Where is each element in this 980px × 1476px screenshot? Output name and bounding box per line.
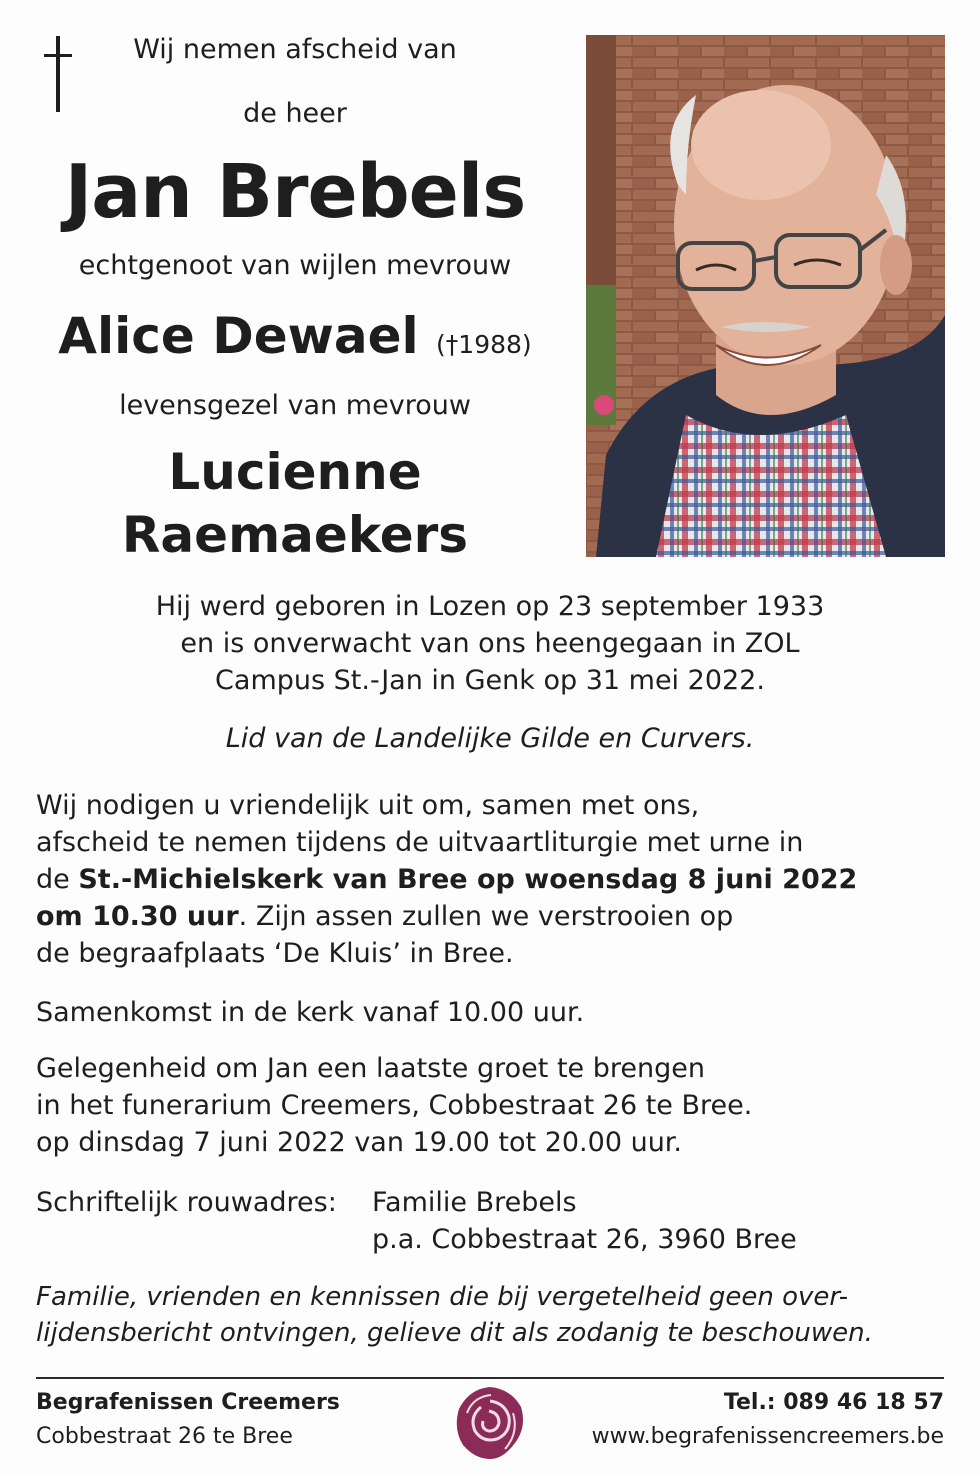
gathering-line: Samenkomst in de kerk vanaf 10.00 uur.	[36, 997, 585, 1028]
partner-name-first: Lucienne	[168, 443, 422, 501]
church-date: St.-Michielskerk van Bree op woensdag 8 juni 2022	[78, 864, 858, 895]
phone-number: Tel.: 089 46 18 57	[723, 1390, 944, 1415]
website-link[interactable]: www.begrafenissencreemers.be	[591, 1424, 944, 1449]
rose-logo-icon	[453, 1383, 527, 1461]
address-label: Schriftelijk rouwadres:	[36, 1187, 337, 1218]
invitation-line-3	[36, 861, 946, 898]
invitation-line-4-rest: . Zijn assen zullen we verstrooien op	[238, 901, 734, 932]
service-time: om 10.30 uur	[36, 901, 239, 932]
title-line: de heer	[243, 98, 347, 129]
invitation-line-5: de begraafplaats ‘De Kluis’ in Bree.	[36, 938, 514, 969]
partner-name-last: Raemaekers	[121, 506, 469, 564]
invitation-line-4	[36, 898, 946, 935]
visitation-line-1: Gelegenheid om Jan een laatste groet te brengen	[36, 1053, 705, 1084]
notice-line-1: Familie, vrienden en kennissen die bij vergetelheid geen over-	[36, 1282, 849, 1312]
footer-divider	[36, 1377, 944, 1379]
invitation-line-2: afscheid te nemen tijdens de uitvaartliturgie met urne in	[36, 827, 804, 858]
address-line-1: Familie Brebels	[372, 1187, 577, 1218]
bio-line-1: Hij werd geboren in Lozen op 23 september 1933	[155, 591, 825, 622]
deceased-name: Jan Brebels	[64, 149, 526, 235]
spouse-death-year: (†1988)	[436, 330, 532, 359]
spouse-name: Alice Dewael	[58, 307, 419, 365]
portrait-photo	[586, 35, 945, 557]
intro-line: Wij nemen afscheid van	[133, 34, 457, 65]
company-address: Cobbestraat 26 te Bree	[36, 1424, 293, 1449]
visitation-line-3: op dinsdag 7 juni 2022 van 19.00 tot 20.00 uur.	[36, 1127, 683, 1158]
address-line-2: p.a. Cobbestraat 26, 3960 Bree	[372, 1224, 797, 1255]
spouse-line	[30, 306, 560, 375]
bio-line-2: en is onverwacht van ons heengegaan in ZOL	[180, 628, 800, 659]
bio-line-3: Campus St.-Jan in Genk op 31 mei 2022.	[215, 665, 765, 696]
company-name: Begrafenissen Creemers	[36, 1390, 340, 1415]
membership-line: Lid van de Landelijke Gilde en Curvers.	[225, 723, 755, 754]
partner-intro: levensgezel van mevrouw	[119, 390, 471, 421]
invitation-line-3-prefix: de	[36, 864, 79, 895]
visitation-line-2: in het funerarium Creemers, Cobbestraat 26 te Bree.	[36, 1090, 753, 1121]
notice-line-2: lijdensbericht ontvingen, gelieve dit als zodanig te beschouwen.	[36, 1318, 873, 1348]
spouse-intro: echtgenoot van wijlen mevrouw	[78, 250, 512, 281]
invitation-line-1: Wij nodigen u vriendelijk uit om, samen met ons,	[36, 790, 700, 821]
